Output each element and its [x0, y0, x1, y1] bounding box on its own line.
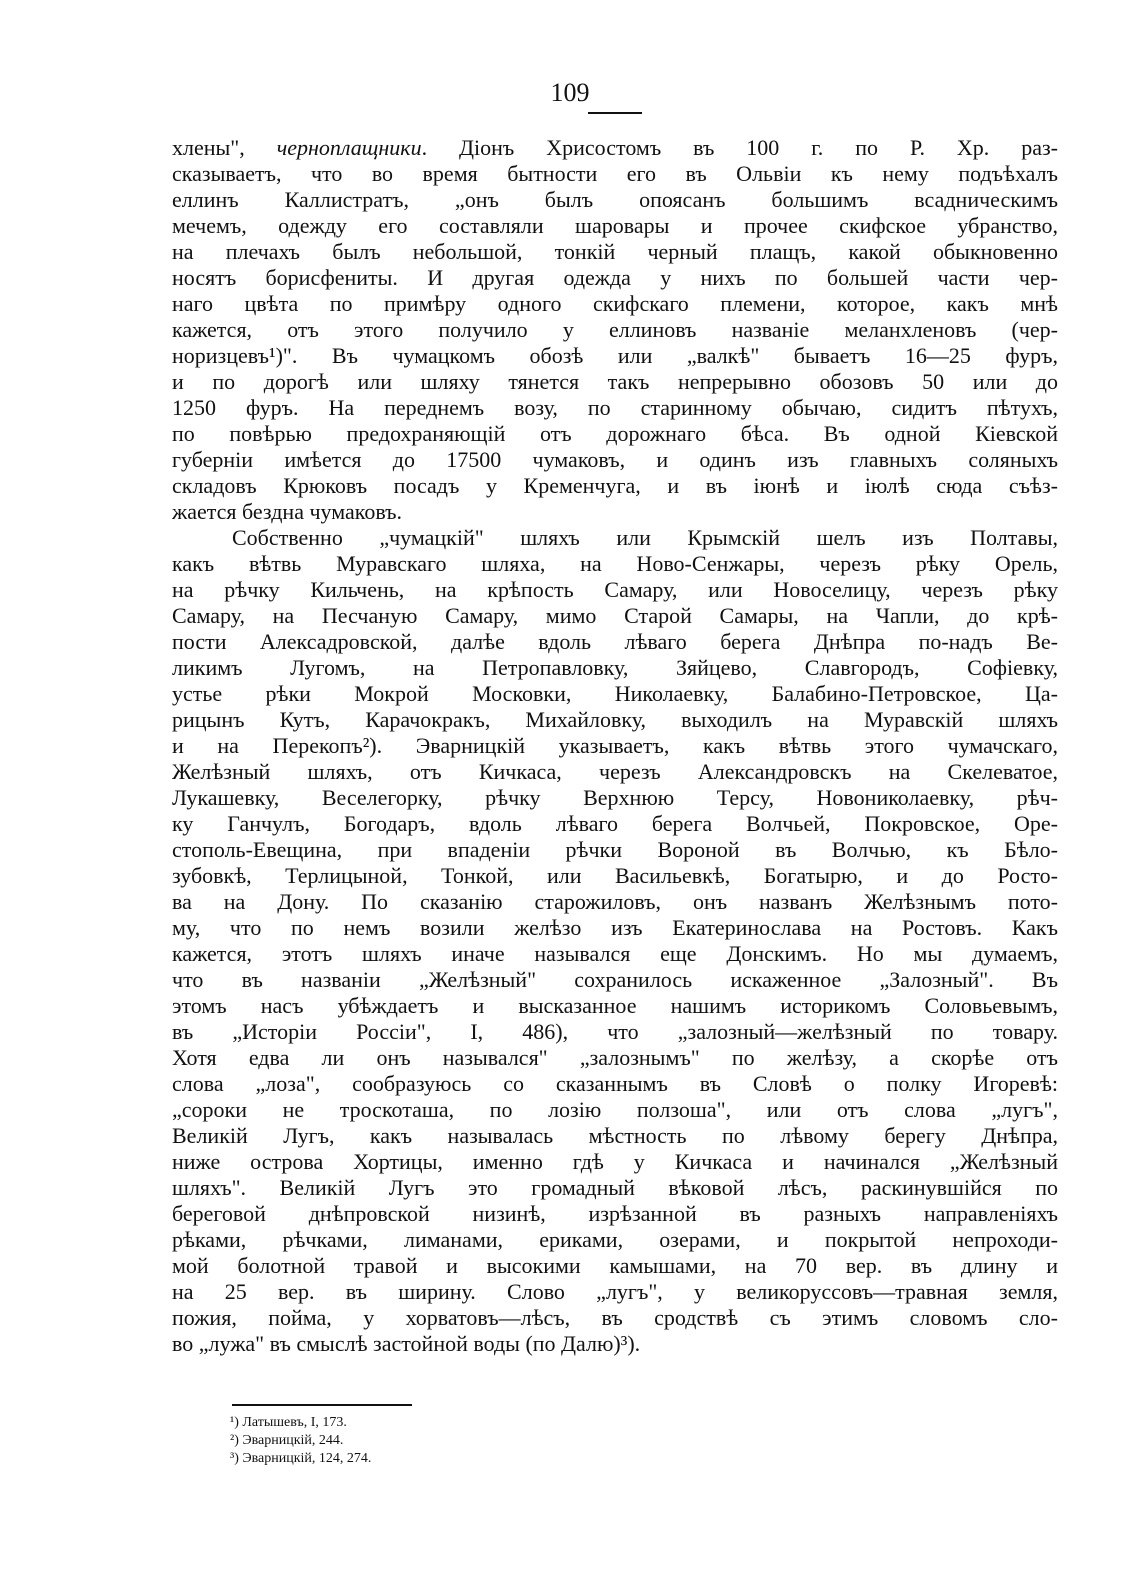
- body-line: жается бездна чумаковъ.: [172, 499, 403, 524]
- body-line: какъ вѣтвь Муравскаго шляха, на Ново-Сенжары, черезъ рѣку Орель,: [172, 551, 1058, 576]
- body-line: Собственно „чумацкій" шляхъ или Крымскій шелъ изъ Полтавы,: [232, 525, 1058, 550]
- body-line: на плечахъ былъ небольшой, тонкій черный плащъ, какой обыкновенно: [172, 239, 1058, 264]
- body-line: и по дорогѣ или шляху тянется такъ непрерывно обозовъ 50 или до: [172, 369, 1058, 394]
- page-number-underline: [588, 112, 642, 114]
- body-line: 1250 фуръ. На переднемъ возу, по старинному обычаю, сидитъ пѣтухъ,: [172, 395, 1058, 420]
- italic-word: черноплащники: [276, 135, 422, 160]
- footnote: ²) Эварницкій, 244.: [230, 1433, 344, 1448]
- body-line: ликимъ Лугомъ, на Петропавловку, Зяйцево, Славгородъ, Софіевку,: [172, 655, 1058, 680]
- body-line: складовъ Крюковъ посадъ у Кременчуга, и въ іюнѣ и іюлѣ сюда съѣз-: [172, 473, 1058, 498]
- body-line: Лукашевку, Веселегорку, рѣчку Верхнюю Терсу, Новониколаевку, рѣч-: [172, 785, 1058, 810]
- body-line: шляхъ". Великій Лугъ это громадный вѣковой лѣсъ, раскинувшійся по: [172, 1175, 1058, 1200]
- body-line: сказываетъ, что во время бытности его въ Ольвіи къ нему подъѣхалъ: [172, 161, 1058, 186]
- body-line: хлены", черноплащники. Діонъ Хрисостомъ въ 100 г. по Р. Хр. раз-: [172, 135, 1058, 160]
- body-line: ва на Дону. По сказанію старожиловъ, онъ названъ Желѣзнымъ пото-: [172, 889, 1058, 914]
- body-line: на рѣчку Кильчень, на крѣпость Самару, или Новоселицу, черезъ рѣку: [172, 577, 1058, 602]
- body-line: еллинъ Каллистратъ, „онъ былъ опоясанъ большимъ всадническимъ: [172, 187, 1058, 212]
- body-line: ниже острова Хортицы, именно гдѣ у Кичкаса и начинался „Желѣзный: [172, 1149, 1058, 1174]
- body-line: на 25 вер. въ ширину. Слово „лугъ", у великоруссовъ—травная земля,: [172, 1279, 1058, 1304]
- body-line: Хотя едва ли онъ назывался" „залознымъ" по желѣзу, а скорѣе отъ: [172, 1045, 1058, 1070]
- body-line: Желѣзный шляхъ, отъ Кичкаса, черезъ Александровскъ на Скелеватое,: [172, 759, 1058, 784]
- body-line: что въ названіи „Желѣзный" сохранилось искаженное „Залозный". Въ: [172, 967, 1058, 992]
- body-line: носятъ борисфениты. И другая одежда у нихъ по большей части чер-: [172, 265, 1058, 290]
- footnote-separator: [232, 1404, 412, 1406]
- body-line: му, что по немъ возили желѣзо изъ Екатеринослава на Ростовъ. Какъ: [172, 915, 1058, 940]
- body-line: рицынъ Кутъ, Карачокракъ, Михайловку, выходилъ на Муравскій шляхъ: [172, 707, 1058, 732]
- body-line: и на Перекопъ²). Эварницкій указываетъ, какъ вѣтвь этого чумачскаго,: [172, 733, 1058, 758]
- body-line: пости Алексадровской, далѣе вдоль лѣваго берега Днѣпра по-надъ Ве-: [172, 629, 1058, 654]
- body-line: Самару, на Песчаную Самару, мимо Старой Самары, на Чапли, до крѣ-: [172, 603, 1058, 628]
- body-line: губерніи имѣется до 17500 чумаковъ, и одинъ изъ главныхъ соляныхъ: [172, 447, 1058, 472]
- body-line: норизцевъ¹)". Въ чумацкомъ обозѣ или „валкѣ" бываетъ 16—25 фуръ,: [172, 343, 1058, 368]
- footnote: ¹) Латышевъ, І, 173.: [230, 1415, 347, 1430]
- body-line: мой болотной травой и высокими камышами, на 70 вер. въ длину и: [172, 1253, 1058, 1278]
- body-line: кажется, этотъ шляхъ иначе назывался еще Донскимъ. Но мы думаемъ,: [172, 941, 1058, 966]
- body-line: пожия, пойма, у хорватовъ—лѣсъ, въ сродствѣ съ этимъ словомъ сло-: [172, 1305, 1058, 1330]
- body-line: наго цвѣта по примѣру одного скифскаго племени, которое, какъ мнѣ: [172, 291, 1058, 316]
- body-line: кажется, отъ этого получило у еллиновъ названіе меланхленовъ (чер-: [172, 317, 1058, 342]
- body-line: устье рѣки Мокрой Московки, Николаевку, Балабино-Петровское, Ца-: [172, 681, 1058, 706]
- body-line: ку Ганчулъ, Богодаръ, вдоль лѣваго берега Волчьей, Покровское, Оре-: [172, 811, 1058, 836]
- body-line: мечемъ, одежду его составляли шаровары и прочее скифское убранство,: [172, 213, 1058, 238]
- page-number: 109: [550, 78, 590, 107]
- body-line: стополь-Евещина, при впаденіи рѣчки Вороной въ Волчью, къ Бѣло-: [172, 837, 1058, 862]
- body-line: въ „Исторіи Россіи", І, 486), что „залозный—желѣзный по товару.: [172, 1019, 1058, 1044]
- body-line: по повѣрью предохраняющій отъ дорожнаго бѣса. Въ одной Кіевской: [172, 421, 1058, 446]
- footnote: ³) Эварницкій, 124, 274.: [230, 1451, 372, 1466]
- body-line: этомъ насъ убѣждаетъ и высказанное нашимъ историкомъ Соловьевымъ,: [172, 993, 1058, 1018]
- body-line: рѣками, рѣчками, лиманами, ериками, озерами, и покрытой непроходи-: [172, 1227, 1058, 1252]
- body-line: береговой днѣпровской низинѣ, изрѣзанной въ разныхъ направленіяхъ: [172, 1201, 1058, 1226]
- body-line: во „лужа" въ смыслѣ застойной воды (по Далю)³).: [172, 1331, 641, 1356]
- body-line: слова „лоза", сообразуюсь со сказаннымъ въ Словѣ о полку Игоревѣ:: [172, 1071, 1058, 1096]
- body-line: зубовкѣ, Терлицыной, Тонкой, или Васильевкѣ, Богатырю, и до Росто-: [172, 863, 1058, 888]
- body-line: Великій Лугъ, какъ называлась мѣстность по лѣвому берегу Днѣпра,: [172, 1123, 1058, 1148]
- body-line: „сороки не троскоташа, по лозію ползоша", или отъ слова „лугъ",: [172, 1097, 1058, 1122]
- footnotes: [230, 1414, 730, 1468]
- body-text: [172, 135, 1058, 1357]
